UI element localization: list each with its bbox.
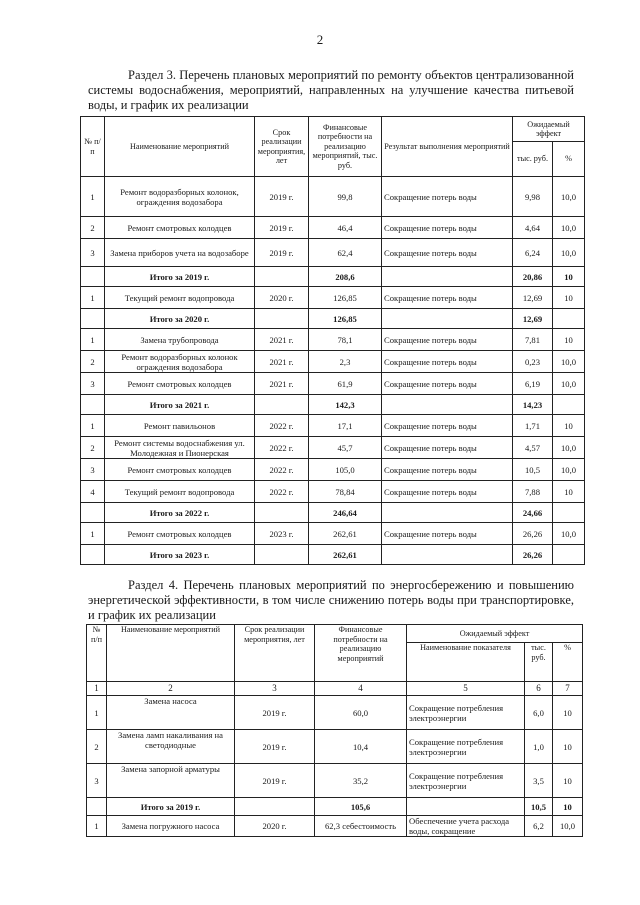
row-num: 1 — [87, 696, 107, 730]
row-effect-rub: 10,5 — [525, 798, 553, 816]
row-result — [382, 309, 513, 329]
row-effect-rub: 6,19 — [513, 373, 553, 395]
table-row — [81, 523, 585, 545]
row-name: Замена насоса — [107, 696, 235, 730]
row-finance: 61,9 — [309, 373, 382, 395]
col-number: 5 — [407, 682, 525, 696]
row-effect-pct — [553, 309, 585, 329]
row-name: Ремонт смотровых колодцев — [105, 373, 255, 395]
row-result — [382, 503, 513, 523]
col-effect-rub-header: тыс. руб. — [513, 142, 553, 177]
row-term: 2019 г. — [255, 177, 309, 217]
total-row — [81, 309, 585, 329]
row-result — [382, 267, 513, 287]
row-indicator: Обеспечение учета расхода воды, сокращение — [407, 816, 525, 837]
col-indicator-header: Наименование показателя — [407, 643, 525, 682]
row-name: Ремонт смотровых колодцев — [105, 459, 255, 481]
row-num: 1 — [81, 415, 105, 437]
row-effect-pct: 10 — [553, 730, 583, 764]
page-number: 2 — [316, 32, 324, 47]
row-effect-pct: 10,0 — [553, 217, 585, 239]
row-finance: 126,85 — [309, 287, 382, 309]
row-effect-rub: 12,69 — [513, 287, 553, 309]
section4-table — [86, 624, 583, 837]
col-effect-pct-header: % — [553, 142, 585, 177]
total-row — [81, 267, 585, 287]
row-finance: 208,6 — [309, 267, 382, 287]
table-row — [87, 816, 583, 837]
row-num: 1 — [81, 287, 105, 309]
row-finance: 60,0 — [315, 696, 407, 730]
row-finance: 10,4 — [315, 730, 407, 764]
col-finance-header: Финансовые потребности на реализацию мероприятий, тыс. руб. — [309, 117, 382, 177]
row-finance: 62,4 — [309, 239, 382, 267]
row-finance: 78,1 — [309, 329, 382, 351]
table-row — [87, 730, 583, 764]
row-finance: 46,4 — [309, 217, 382, 239]
col-num-header: № п/п — [81, 117, 105, 177]
row-name: Ремонт смотровых колодцев — [105, 523, 255, 545]
row-term: 2021 г. — [255, 329, 309, 351]
row-effect-rub: 1,0 — [525, 730, 553, 764]
row-effect-pct: 10,0 — [553, 459, 585, 481]
row-effect-pct — [553, 545, 585, 565]
row-finance: 126,85 — [309, 309, 382, 329]
row-effect-pct: 10,0 — [553, 177, 585, 217]
col-effect-pct-header: % — [553, 643, 583, 682]
row-num — [81, 267, 105, 287]
row-num: 3 — [81, 459, 105, 481]
row-term: 2019 г. — [235, 764, 315, 798]
total-row — [87, 798, 583, 816]
row-finance: 99,8 — [309, 177, 382, 217]
table-row — [81, 481, 585, 503]
row-effect-pct: 10,0 — [553, 816, 583, 837]
row-term — [255, 545, 309, 565]
table-row — [81, 239, 585, 267]
row-num: 1 — [81, 329, 105, 351]
row-finance: 142,3 — [309, 395, 382, 415]
row-effect-pct: 10 — [553, 798, 583, 816]
col-number: 3 — [235, 682, 315, 696]
table-row — [81, 217, 585, 239]
col-term-header: Срок реализации мероприятия, лет — [235, 625, 315, 682]
row-term: 2022 г. — [255, 459, 309, 481]
row-result: Сокращение потерь воды — [382, 329, 513, 351]
row-name: Итого за 2019 г. — [105, 267, 255, 287]
row-finance: 35,2 — [315, 764, 407, 798]
row-result: Сокращение потерь воды — [382, 523, 513, 545]
row-effect-rub: 26,26 — [513, 523, 553, 545]
row-effect-rub: 9,98 — [513, 177, 553, 217]
row-result: Сокращение потерь воды — [382, 481, 513, 503]
col-num-header: № п/п — [87, 625, 107, 682]
section4-title: Раздел 4. Перечень плановых мероприятий по энергосбережению и повышению энергетической эффективности, в том числе снижению потерь воды при транспортировке, и график их реализации — [88, 578, 574, 622]
row-effect-rub: 0,23 — [513, 351, 553, 373]
row-term: 2019 г. — [235, 730, 315, 764]
row-indicator: Сокращение потребления электроэнергии — [407, 696, 525, 730]
col-number: 6 — [525, 682, 553, 696]
row-result: Сокращение потерь воды — [382, 177, 513, 217]
row-effect-pct: 10 — [553, 287, 585, 309]
row-result: Сокращение потерь воды — [382, 459, 513, 481]
table-row — [81, 329, 585, 351]
row-effect-pct: 10,0 — [553, 373, 585, 395]
table-row — [81, 287, 585, 309]
table-row — [81, 415, 585, 437]
row-result: Сокращение потерь воды — [382, 373, 513, 395]
col-number: 4 — [315, 682, 407, 696]
row-effect-pct — [553, 503, 585, 523]
row-finance: 262,61 — [309, 523, 382, 545]
col-finance-header: Финансовые потребности на реализацию мероприятий — [315, 625, 407, 682]
row-name: Замена погружного насоса — [107, 816, 235, 837]
row-result — [382, 545, 513, 565]
row-effect-rub: 4,57 — [513, 437, 553, 459]
row-effect-pct — [553, 395, 585, 415]
row-name: Ремонт водоразборных колонок, ограждения водозабора — [105, 177, 255, 217]
row-effect-rub: 6,24 — [513, 239, 553, 267]
table-row — [81, 437, 585, 459]
row-effect-rub: 7,88 — [513, 481, 553, 503]
row-effect-rub: 14,23 — [513, 395, 553, 415]
row-term — [255, 503, 309, 523]
row-name: Ремонт системы водоснабжения ул. Молодежная и Пионерская — [105, 437, 255, 459]
row-term: 2019 г. — [255, 217, 309, 239]
row-indicator: Сокращение потребления электроэнергии — [407, 730, 525, 764]
row-result: Сокращение потерь воды — [382, 239, 513, 267]
row-name: Итого за 2022 г. — [105, 503, 255, 523]
row-effect-pct: 10,0 — [553, 239, 585, 267]
row-finance: 78,84 — [309, 481, 382, 503]
row-num: 4 — [81, 481, 105, 503]
row-result: Сокращение потерь воды — [382, 217, 513, 239]
total-row — [81, 503, 585, 523]
row-term: 2022 г. — [255, 437, 309, 459]
row-num — [81, 309, 105, 329]
row-effect-pct: 10 — [553, 481, 585, 503]
row-effect-rub: 1,71 — [513, 415, 553, 437]
row-num — [81, 503, 105, 523]
row-num: 1 — [87, 816, 107, 837]
row-effect-pct: 10 — [553, 696, 583, 730]
row-term — [255, 267, 309, 287]
row-name: Итого за 2019 г. — [107, 798, 235, 816]
row-finance: 17,1 — [309, 415, 382, 437]
total-row — [81, 395, 585, 415]
col-number: 1 — [87, 682, 107, 696]
row-finance: 246,64 — [309, 503, 382, 523]
row-num: 2 — [81, 217, 105, 239]
row-result: Сокращение потерь воды — [382, 437, 513, 459]
col-effect-header: Ожидаемый эффект — [407, 625, 583, 643]
row-num — [81, 395, 105, 415]
table-row — [87, 696, 583, 730]
row-effect-rub: 10,5 — [513, 459, 553, 481]
row-name: Итого за 2023 г. — [105, 545, 255, 565]
row-effect-rub: 20,86 — [513, 267, 553, 287]
table-row — [81, 459, 585, 481]
row-finance: 2,3 — [309, 351, 382, 373]
table-row — [81, 351, 585, 373]
row-name: Итого за 2020 г. — [105, 309, 255, 329]
row-num: 2 — [87, 730, 107, 764]
row-name: Текущий ремонт водопровода — [105, 481, 255, 503]
row-result: Сокращение потерь воды — [382, 351, 513, 373]
row-term: 2023 г. — [255, 523, 309, 545]
row-name: Ремонт водоразборных колонок ограждения водозабора — [105, 351, 255, 373]
row-name: Замена трубопровода — [105, 329, 255, 351]
row-num: 2 — [81, 351, 105, 373]
row-name: Ремонт смотровых колодцев — [105, 217, 255, 239]
row-name: Текущий ремонт водопровода — [105, 287, 255, 309]
row-finance: 262,61 — [309, 545, 382, 565]
row-effect-rub: 26,26 — [513, 545, 553, 565]
row-term — [255, 395, 309, 415]
row-num — [81, 545, 105, 565]
row-indicator: Сокращение потребления электроэнергии — [407, 764, 525, 798]
row-num: 2 — [81, 437, 105, 459]
row-term: 2020 г. — [235, 816, 315, 837]
row-num: 3 — [81, 239, 105, 267]
row-result: Сокращение потерь воды — [382, 287, 513, 309]
row-result: Сокращение потерь воды — [382, 415, 513, 437]
row-effect-rub: 6,2 — [525, 816, 553, 837]
row-term: 2021 г. — [255, 351, 309, 373]
section3-title: Раздел 3. Перечень плановых мероприятий по ремонту объектов централизованной системы водоснабжения, мероприятий, направленных на улучшение качества питьевой воды, и график их реализации — [88, 68, 574, 112]
row-term: 2019 г. — [255, 239, 309, 267]
row-effect-rub: 12,69 — [513, 309, 553, 329]
row-finance: 105,0 — [309, 459, 382, 481]
col-name-header: Наименование мероприятий — [105, 117, 255, 177]
row-result — [382, 395, 513, 415]
table-row — [87, 764, 583, 798]
row-num: 1 — [81, 177, 105, 217]
row-effect-pct: 10,0 — [553, 523, 585, 545]
row-name: Замена ламп накаливания на светодиодные — [107, 730, 235, 764]
col-term-header: Срок реализации мероприятия, лет — [255, 117, 309, 177]
row-effect-pct: 10 — [553, 329, 585, 351]
row-effect-rub: 4,64 — [513, 217, 553, 239]
section3-table — [80, 116, 585, 565]
col-result-header: Результат выполнения мероприятий — [382, 117, 513, 177]
row-term: 2021 г. — [255, 373, 309, 395]
row-finance: 62,3 себестоимость — [315, 816, 407, 837]
row-name: Ремонт павильонов — [105, 415, 255, 437]
row-term: 2020 г. — [255, 287, 309, 309]
row-term: 2022 г. — [255, 481, 309, 503]
col-effect-rub-header: тыс. руб. — [525, 643, 553, 682]
row-effect-rub: 6,0 — [525, 696, 553, 730]
col-number: 7 — [553, 682, 583, 696]
row-effect-pct: 10 — [553, 764, 583, 798]
row-term: 2019 г. — [235, 696, 315, 730]
col-name-header: Наименование мероприятий — [107, 625, 235, 682]
row-effect-rub: 24,66 — [513, 503, 553, 523]
row-term — [255, 309, 309, 329]
row-term: 2022 г. — [255, 415, 309, 437]
row-name: Замена запорной арматуры — [107, 764, 235, 798]
row-effect-pct: 10 — [553, 267, 585, 287]
row-finance: 45,7 — [309, 437, 382, 459]
row-effect-rub: 3,5 — [525, 764, 553, 798]
row-num — [87, 798, 107, 816]
row-num: 1 — [81, 523, 105, 545]
col-effect-header: Ожидаемый эффект — [513, 117, 585, 142]
row-name: Итого за 2021 г. — [105, 395, 255, 415]
total-row — [81, 545, 585, 565]
table-row — [81, 373, 585, 395]
row-effect-rub: 7,81 — [513, 329, 553, 351]
row-finance: 105,6 — [315, 798, 407, 816]
table-row — [81, 177, 585, 217]
row-num: 3 — [81, 373, 105, 395]
row-term — [235, 798, 315, 816]
row-name: Замена приборов учета на водозаборе — [105, 239, 255, 267]
row-effect-pct: 10 — [553, 415, 585, 437]
col-number: 2 — [107, 682, 235, 696]
row-indicator — [407, 798, 525, 816]
row-effect-pct: 10,0 — [553, 351, 585, 373]
row-effect-pct: 10,0 — [553, 437, 585, 459]
row-num: 3 — [87, 764, 107, 798]
